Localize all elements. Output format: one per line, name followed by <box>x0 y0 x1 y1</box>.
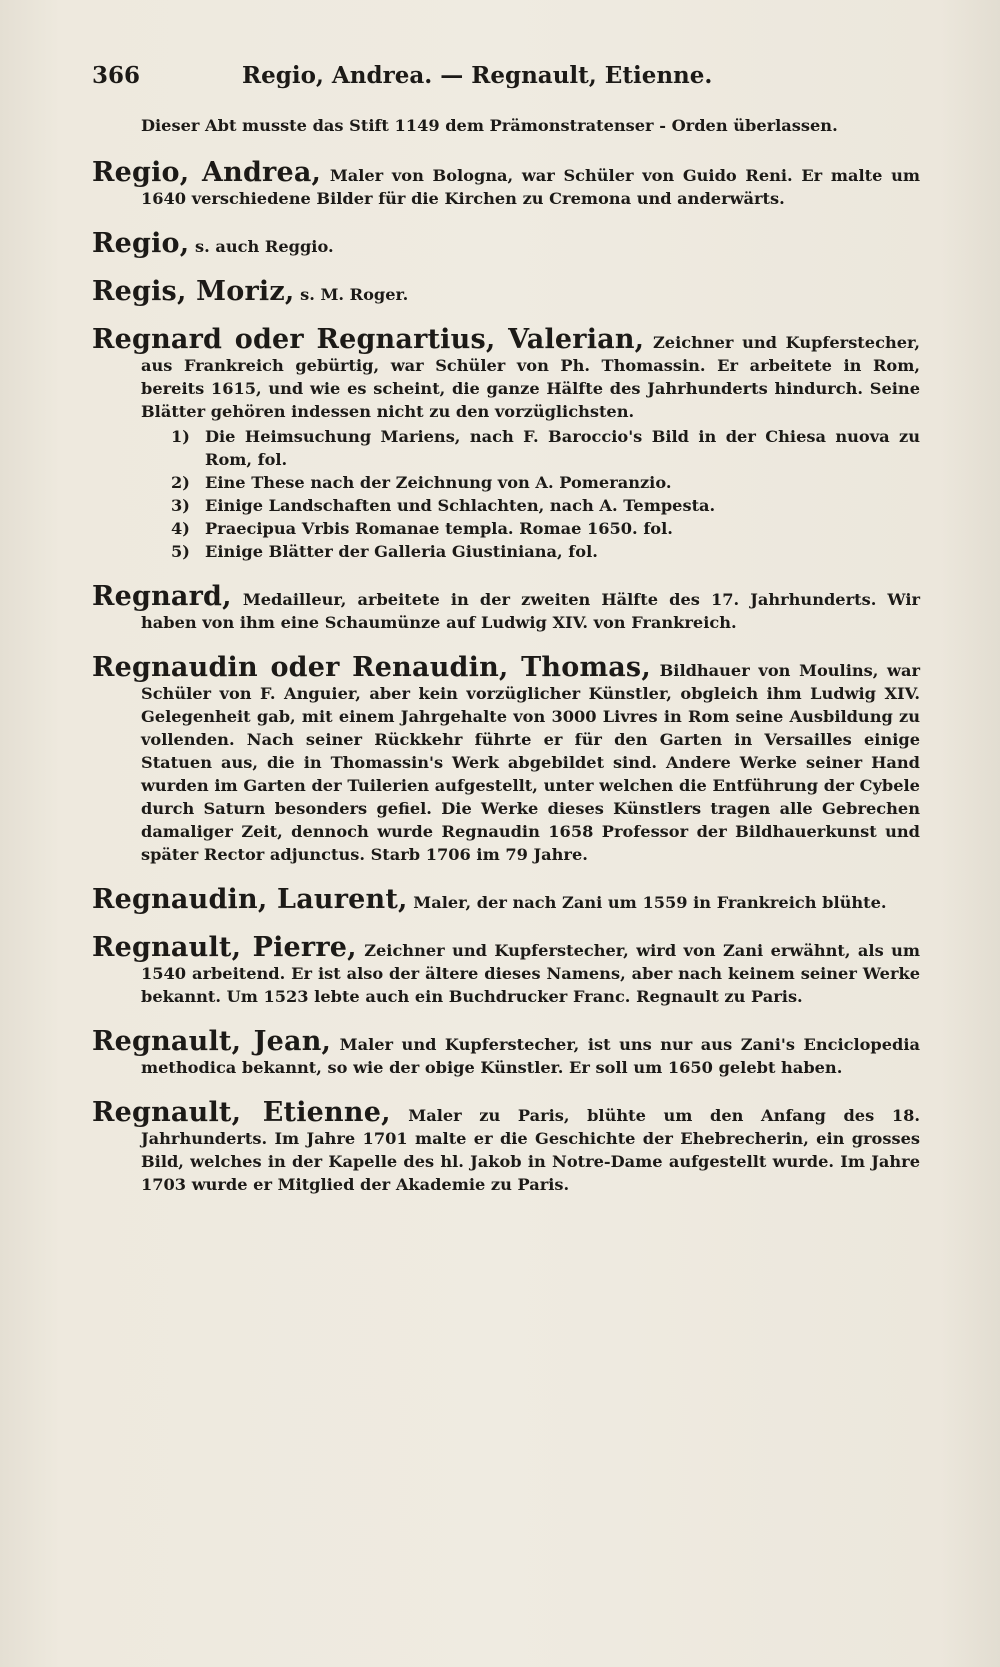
work-number: 1) <box>171 427 190 446</box>
entry-regio <box>92 228 920 259</box>
entry-headword: Regnard oder Regnartius, Valerian, <box>92 324 645 355</box>
work-text: Die Heimsuchung Mariens, nach F. Baroccio's Bild in der Chiesa nuova zu Rom, fol. <box>205 427 920 469</box>
entry-headword: Regnard, <box>92 581 232 612</box>
entry-text: Zeichner und Kupferstecher, wird von Zani erwähnt, als um 1540 arbeitend. Er ist also der ältere dieses Namens, aber nach keinem seiner Werke bekannt. Um 1523 lebte auch ein Buchdrucker Franc. Regnault zu Paris. <box>141 941 921 1006</box>
entry-regis-moriz <box>92 276 920 307</box>
entry-regio-andrea <box>92 157 920 210</box>
entry-headword: Regnaudin, Laurent, <box>92 884 408 915</box>
entry-text: Bildhauer von Moulins, war Schüler von F. Anguier, aber kein vorzüglicher Künstler, obgleich ihm Ludwig XIV. Gelegenheit gab, mit einem Jahrgehalte von 3000 Livres in Rom seine Ausbildung zu vollenden. Nach seiner Rückkehr führte er für den Garten in Versailles einige Statuen aus, die in Thomassin's Werk abgebildet sind. Andere Werke seiner Hand wurden im Garten der Tuilerien aufgestellt, unter welchen die Entführung der Cybele durch Saturn besonders gefiel. Die Werke dieses Künstlers tragen alle Gebrechen damaliger Zeit, dennoch wurde Regnaudin 1658 Professor der Bildhauerkunst und später Rector adjunctus. Starb 1706 im 79 Jahre. <box>141 661 920 864</box>
entry-headword: Regnault, Etienne, <box>92 1097 391 1128</box>
entry-regnaudin-laurent <box>92 884 920 915</box>
entry-headword: Regnaudin oder Renaudin, Thomas, <box>92 652 651 683</box>
entry-headword: Regnault, Pierre, <box>92 932 357 963</box>
works-list <box>141 425 920 563</box>
work-text: Eine These nach der Zeichnung von A. Pomeranzio. <box>205 473 672 492</box>
work-number: 2) <box>171 473 190 492</box>
entry-regnault-pierre <box>92 932 921 1008</box>
work-item <box>171 517 920 540</box>
work-text: Einige Landschaften und Schlachten, nach A. Tempesta. <box>205 496 716 515</box>
entry-headword: Regnault, Jean, <box>92 1026 332 1057</box>
entry-headword: Regio, <box>92 228 190 259</box>
entry-text: Maler zu Paris, blühte um den Anfang des 18. Jahrhunderts. Im Jahre 1701 malte er die Geschichte der Ehebrecherin, ein grosses Bild, welches in der Kapelle des hl. Jakob in Notre-Dame aufgestellt wurde. Im Jahre 1703 wurde er Mitglied der Akademie zu Paris. <box>141 1106 920 1194</box>
entry-text: s. auch Reggio. <box>195 237 334 256</box>
work-text: Einige Blätter der Galleria Giustiniana, fol. <box>205 542 598 561</box>
page-header <box>92 62 912 92</box>
entry-regnard-valerian <box>92 324 920 563</box>
work-number: 3) <box>171 496 190 515</box>
entry-text: Dieser Abt musste das Stift 1149 dem Prämonstratenser - Orden überlassen. <box>141 116 838 135</box>
work-number: 5) <box>171 542 190 561</box>
page-number: 366 <box>92 62 141 89</box>
work-item <box>171 471 920 494</box>
entry-text: Medailleur, arbeitete in der zweiten Hälfte des 17. Jahrhunderts. Wir haben von ihm eine Schaumünze auf Ludwig XIV. von Frankreich. <box>141 590 921 632</box>
work-item <box>171 540 920 563</box>
work-item <box>171 425 920 471</box>
entry-headword: Regis, Moriz, <box>92 276 295 307</box>
entry-text: Zeichner und Kupferstecher, aus Frankreich gebürtig, war Schüler von Ph. Thomassin. Er arbeitete in Rom, bereits 1615, und wie es scheint, die ganze Hälfte des Jahrhunderts hindurch. Seine Blätter gehören indessen nicht zu den vorzüglichsten. <box>141 333 920 421</box>
work-item <box>171 494 920 517</box>
entry-headword: Regio, Andrea, <box>92 157 322 188</box>
entry-regnaudin-thomas <box>92 652 920 866</box>
page-body <box>92 114 920 1218</box>
work-number: 4) <box>171 519 190 538</box>
entry-text: Maler und Kupferstecher, ist uns nur aus Zani's Enciclopedia methodica bekannt, so wie der obige Künstler. Er soll um 1650 gelebt haben. <box>141 1035 920 1077</box>
running-title: Regio, Andrea. — Regnault, Etienne. <box>242 62 713 89</box>
entry-text: Maler von Bologna, war Schüler von Guido Reni. Er malte um 1640 verschiedene Bilder für die Kirchen zu Cremona und anderwärts. <box>141 166 920 208</box>
entry-regnard <box>92 581 921 634</box>
entry-regnault-etienne <box>92 1097 920 1196</box>
entry-continuation <box>92 114 920 137</box>
entry-regnault-jean <box>92 1026 920 1079</box>
work-text: Praecipua Vrbis Romanae templa. Romae 1650. fol. <box>205 519 673 538</box>
entry-text: s. M. Roger. <box>300 285 409 304</box>
entry-text: Maler, der nach Zani um 1559 in Frankreich blühte. <box>413 893 887 912</box>
